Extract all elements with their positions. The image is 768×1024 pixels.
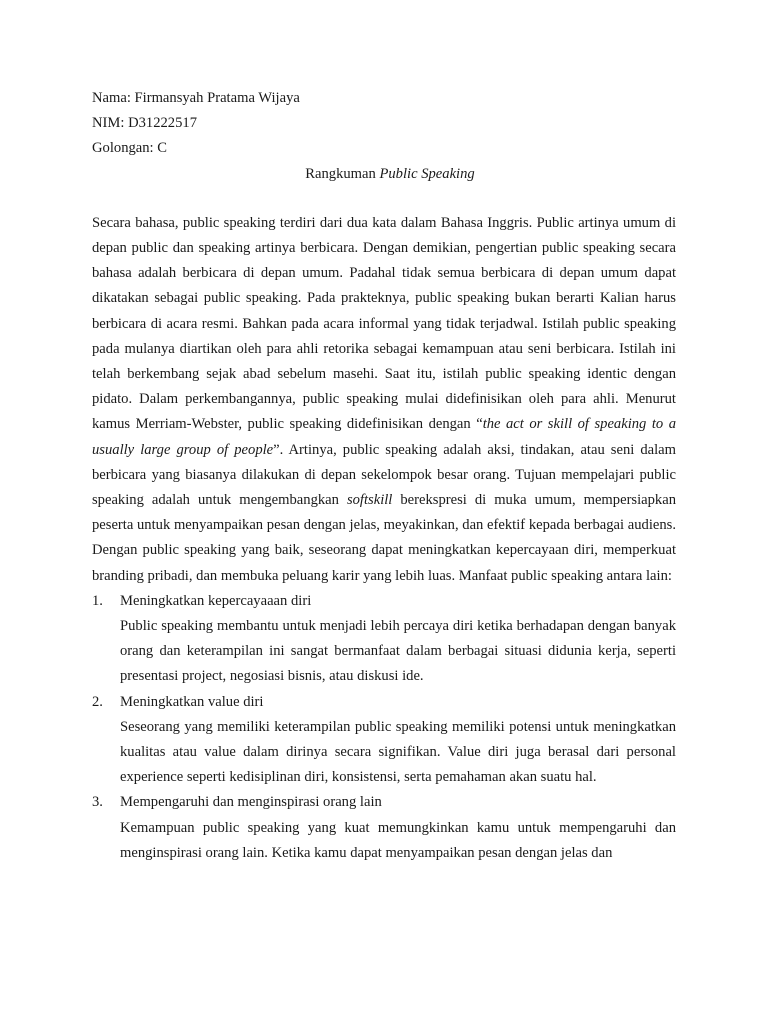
list-item-body: Kemampuan public speaking yang kuat memungkinkan kamu untuk mempengaruhi dan menginspirasi orang lain. Ketika kamu dapat menyampaikan pesan dengan jelas dan bbox=[120, 819, 676, 861]
list-item-body: Public speaking membantu untuk menjadi lebih percaya diri ketika berhadapan dengan banyak orang dan keterampilan ini sangat bermanfaat dalam berbagai situasi didunia kerja, seperti presentasi project, negosiasi bisnis, atau diskusi ide. bbox=[120, 617, 676, 685]
list-item-title: Meningkatkan kepercayaaan diri bbox=[120, 592, 312, 609]
list-item bbox=[92, 790, 676, 866]
spacer bbox=[92, 187, 676, 211]
intro-quote: the act or skill of speaking to a usually large group of people bbox=[92, 416, 676, 458]
intro-part-2: ”. Artinya, public speaking adalah aksi, tindakan, atau seni dalam berbicara yang biasanya dilakukan di depan sekelompok besar orang. Tujuan mempelajari public speaking adalah untuk mengembangkan bbox=[92, 441, 676, 508]
list-item-heading bbox=[92, 589, 676, 614]
document-title bbox=[104, 162, 676, 187]
list-item-title: Meningkatkan value diri bbox=[120, 693, 264, 710]
list-item-title: Mempengaruhi dan menginspirasi orang lain bbox=[120, 794, 382, 811]
student-golongan: Golongan: C bbox=[92, 140, 167, 157]
list-item bbox=[92, 589, 676, 690]
document-page bbox=[92, 86, 676, 866]
list-item-number: 2. bbox=[92, 693, 103, 710]
intro-part-3: berekspresi di muka umum, mempersiapkan peserta untuk menyampaikan pesan dengan jelas, meyakinkan, dan efektif kepada berbagai audiens. Dengan public speaking yang baik, seseorang dapat meningkatkan kepercayaan diri, memperkuat branding pribadi, dan membuka peluang karir yang lebih luas. Manfaat public speaking antara lain: bbox=[92, 491, 677, 584]
list-item-heading bbox=[92, 690, 676, 715]
intro-part-1: Secara bahasa, public speaking terdiri dari dua kata dalam Bahasa Inggris. Public artinya umum di depan public dan speaking artinya berbicara. Dengan demikian, pengertian public speaking secara bahasa adalah berbicara di depan umum. Padahal tidak semua berbicara di depan umum dapat dikatakan sebagai public speaking. Pada prakteknya, public speaking bukan berarti Kalian harus berbicara di acara resmi. Bahkan pada acara informal yang tidak terjadwal. Istilah public speaking pada mulanya diartikan oleh para ahli retorika sebagai kemampuan atau seni berbicara. Istilah ini telah berkembang sejak abad sebelum masehi. Saat itu, istilah public speaking identic dengan pidato. Dalam perkembangannya, public speaking mulai didefinisikan oleh para ahli. Menurut kamus Merriam-Webster, public speaking didefinisikan dengan “ bbox=[92, 214, 676, 433]
intro-softskill: softskill bbox=[346, 491, 393, 508]
student-name: Nama: Firmansyah Pratama Wijaya bbox=[92, 90, 300, 106]
list-item-number: 1. bbox=[92, 592, 103, 609]
list-item-heading bbox=[92, 790, 676, 815]
student-nim: NIM: D31222517 bbox=[92, 115, 197, 132]
list-item bbox=[92, 690, 676, 791]
list-item-body: Seseorang yang memiliki keterampilan public speaking memiliki potensi untuk meningkatkan kualitas atau value dalam dirinya secara signifikan. Value diri juga berasal dari personal experience seperti kedisiplinan diri, konsistensi, serta pemahaman akan suatu hal. bbox=[120, 718, 676, 786]
intro-paragraph bbox=[92, 211, 676, 589]
title-italic: Public Speaking bbox=[379, 165, 475, 182]
title-prefix: Rangkuman bbox=[305, 165, 380, 182]
list-item-number: 3. bbox=[92, 794, 103, 811]
